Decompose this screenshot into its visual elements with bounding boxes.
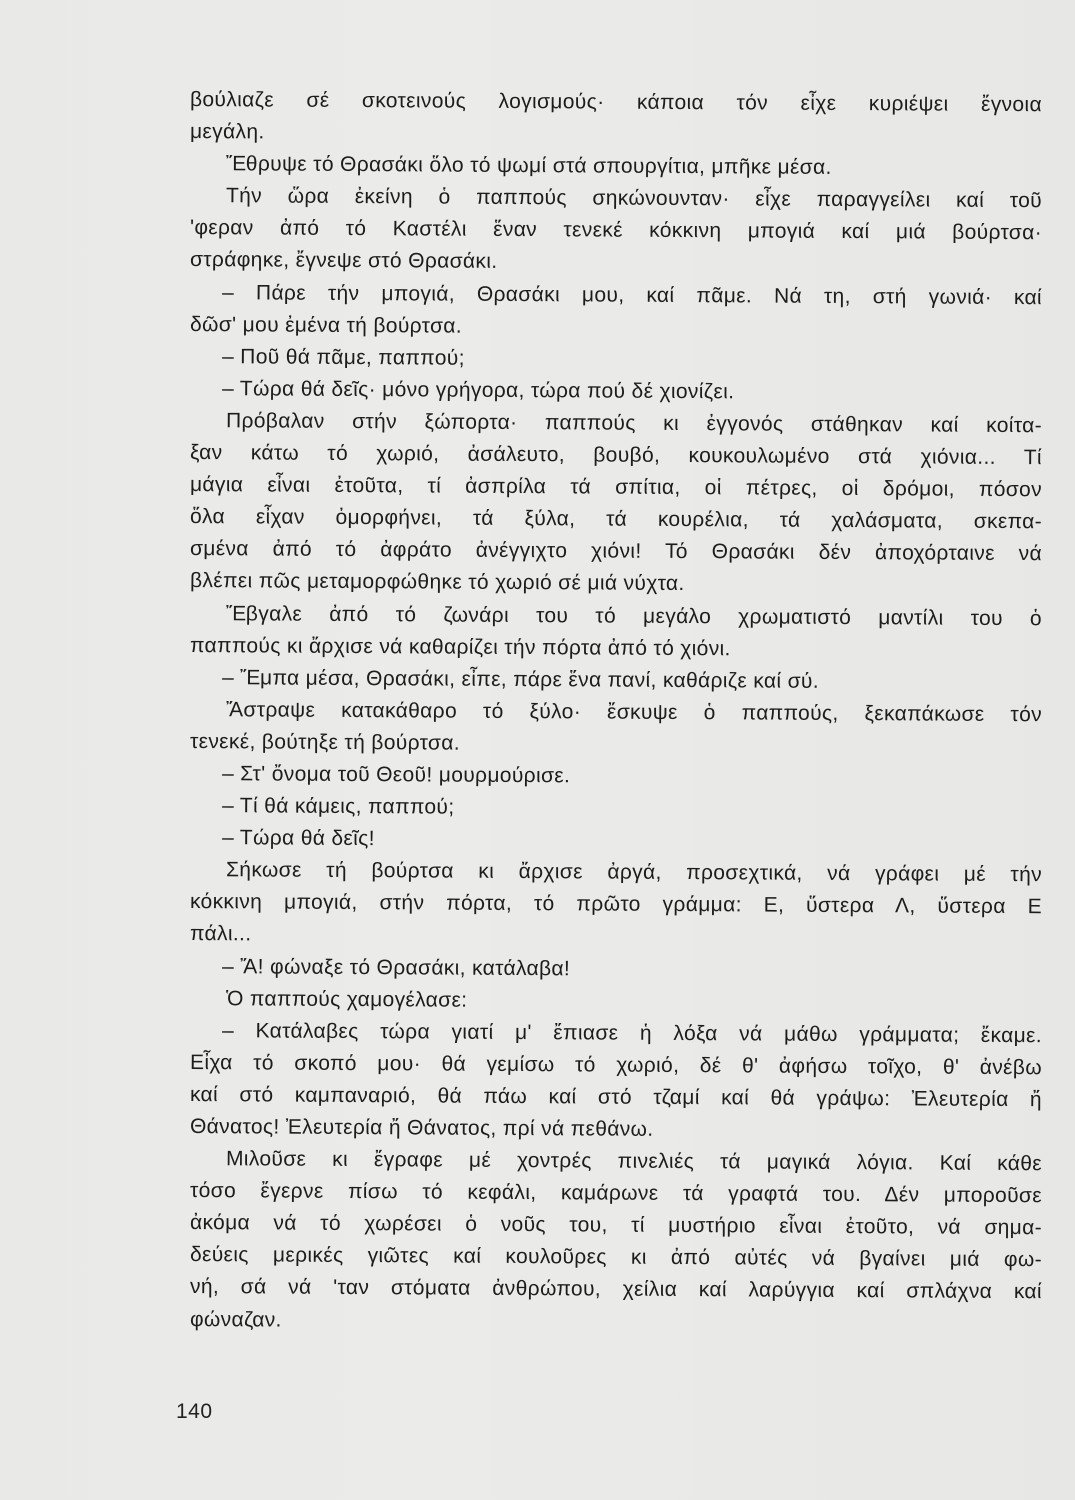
- text-line: ἀκόμα νά τό χωρέσει ὁ νοῦς του, τί μυστήριο εἶναι ἐτοῦτο, νά σημα-: [189, 1211, 1043, 1240]
- text-line: καί στό καμπαναριό, θά πάω καί στό τζαμί καί θά γράψω: Ἐλευτερία ἤ: [189, 1082, 1043, 1112]
- dialogue-line: – Ποῦ θά πᾶμε, παππού;: [221, 344, 465, 370]
- text-line: κόκκινη μπογιά, στήν πόρτα, τό πρῶτο γράμμα: Ε, ὕστερα Λ, ὕστερα Ε: [189, 890, 1043, 919]
- dialogue-line: – Ἔμπα μέσα, Θρασάκι, εἶπε, πάρε ἕνα πανί, καθάριζε καί σύ.: [221, 665, 820, 693]
- page-body-text: [190, 84, 1042, 1336]
- text-line: Ὁ παππούς χαμογέλασε:: [225, 986, 468, 1012]
- text-line: στράφηκε, ἔγνεψε στό Θρασάκι.: [189, 248, 498, 274]
- dialogue-line: – Τώρα θά δεῖς· μόνο γρήγορα, τώρα πού δέ χιονίζει.: [221, 377, 735, 404]
- text-line: Θάνατος! Ἐλευτερία ἤ Θάνατος, πρί νά πεθάνω.: [189, 1115, 654, 1141]
- text-line: ξαν κάτω τό χωριό, ἀσάλευτο, βουβό, κουκουλωμένο στά χιόνια... Τί: [189, 441, 1043, 470]
- text-line: παππούς κι ἄρχισε νά καθαρίζει τήν πόρτα ἀπό τό χιόνι.: [189, 633, 731, 660]
- text-line: τενεκέ, βούτηξε τή βούρτσα.: [189, 729, 461, 755]
- dialogue-line: – Στ' ὄνομα τοῦ Θεοῦ! μουρμούρισε.: [221, 762, 571, 788]
- text-line: δῶσ' μου ἐμένα τή βούρτσα.: [189, 312, 463, 338]
- dialogue-line: – Τί θά κάμεις, παππού;: [221, 794, 455, 819]
- text-line: φώναζαν.: [189, 1307, 282, 1332]
- dialogue-line: – Κατάλαβες τώρα γιατί μ' ἔπιασε ἡ λόξα νά μάθω γράμματα; ἔκαμε.: [221, 1018, 1043, 1047]
- dialogue-line: – Τώρα θά δεῖς!: [221, 826, 375, 851]
- text-line: νή, σά νά 'ταν στόματα ἀνθρώπου, χείλια καί λαρύγγια καί σπλάχνα καί: [189, 1275, 1043, 1304]
- text-line: 'φεραν ἀπό τό Καστέλι ἕναν τενεκέ κόκκινη μπογιά καί μιά βούρτσα·: [189, 216, 1043, 245]
- text-line: πάλι...: [189, 922, 252, 946]
- text-line: βούλιαζε σέ σκοτεινούς λογισμούς· κάποια τόν εἶχε κυριέψει ἔγνοια: [189, 88, 1043, 117]
- text-line: Ἄστραψε κατακάθαρο τό ξύλο· ἔσκυψε ὁ παππούς, ξεκαπάκωσε τόν: [225, 698, 1043, 726]
- text-line: Μιλοῦσε κι ἔγραφε μέ χοντρές πινελιές τά μαγικά λόγια. Καί κάθε: [225, 1147, 1043, 1176]
- text-line: βλέπει πῶς μεταμορφώθηκε τό χωριό σέ μιά νύχτα.: [189, 569, 685, 596]
- text-line: Τήν ὥρα ἐκείνη ὁ παππούς σηκώνουνταν· εἶχε παραγγείλει καί τοῦ: [225, 184, 1043, 213]
- text-line: μάγια εἶναι ἐτοῦτα, τί ἀσπρίλα τά σπίτια, οἱ πέτρες, οἱ δρόμοι, πόσον: [189, 473, 1043, 502]
- text-line: μεγάλη.: [189, 120, 265, 144]
- text-line: Εἶχα τό σκοπό μου· θά γεμίσω τό χωριό, δέ θ' ἀφήσω τοῖχο, θ' ἀνέβω: [189, 1050, 1043, 1080]
- text-line: ὅλα εἶχαν ὀμορφήνει, τά ξύλα, τά κουρέλια, τά χαλάσματα, σκεπα-: [189, 505, 1043, 534]
- text-line: Ἔβγαλε ἀπό τό ζωνάρι του τό μεγάλο χρωματιστό μαντίλι του ὁ: [225, 601, 1043, 630]
- dialogue-line: – Ἄ! φώναξε τό Θρασάκι, κατάλαβα!: [221, 954, 571, 980]
- text-line: Σήκωσε τή βούρτσα κι ἄρχισε ἀργά, προσεχτικά, νά γράφει μέ τήν: [225, 858, 1043, 887]
- page-number: 140: [176, 1400, 213, 1423]
- text-line: τόσο ἔγερνε πίσω τό κεφάλι, καμάρωνε τά γραφτά του. Δέν μποροῦσε: [189, 1179, 1043, 1208]
- text-line: Ἔθρυψε τό Θρασάκι ὅλο τό ψωμί στά σπουργίτια, μπῆκε μέσα.: [225, 152, 832, 180]
- text-line: Πρόβαλαν στήν ξώπορτα· παππούς κι ἐγγονός στάθηκαν καί κοίτα-: [225, 409, 1043, 438]
- text-line: σμένα ἀπό τό ἀφράτο ἀνέγγιχτο χιόνι! Τό Θρασάκι δέν ἀποχόρταινε νά: [189, 537, 1043, 566]
- dialogue-line: – Πάρε τήν μπογιά, Θρασάκι μου, καί πᾶμε. Νά τη, στή γωνιά· καί: [221, 280, 1043, 309]
- text-line: δεύεις μερικές γιῶτες καί κουλοῦρες κι ἀπό αὐτές νά βγαίνει μιά φω-: [189, 1243, 1043, 1272]
